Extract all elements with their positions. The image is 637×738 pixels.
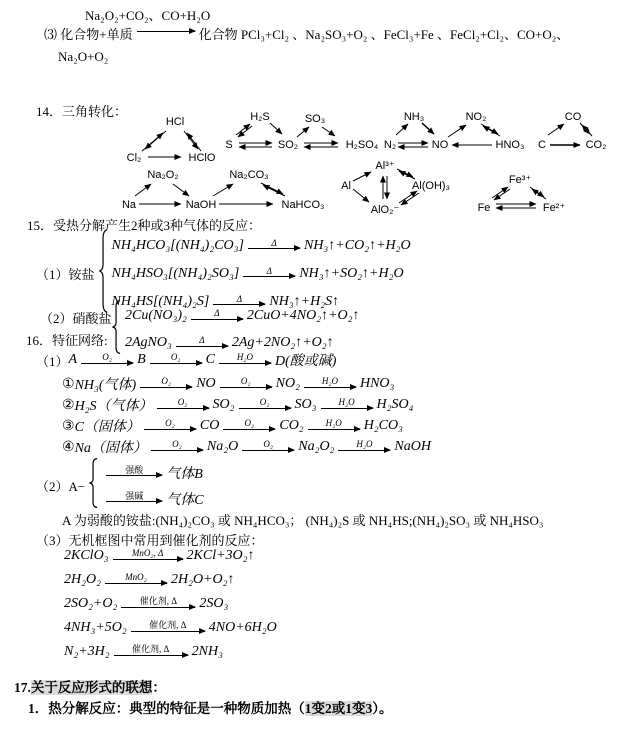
top-line-2 xyxy=(44,24,569,43)
reaction-arrow: O₂ xyxy=(144,418,196,429)
equation-rhs: NH₃↑+H₂S↑ xyxy=(269,293,340,309)
node-fe2plus: Fe²⁺ xyxy=(542,202,566,214)
equation-row xyxy=(112,238,411,254)
chain-row xyxy=(62,416,403,436)
chain-node: H₂SO₄ xyxy=(376,397,414,412)
equation-lhs: NH₄HS[(NH₄)₂S] xyxy=(111,293,210,309)
branch-block xyxy=(36,458,204,513)
reaction-arrow: MnO₂ xyxy=(105,572,167,583)
top-line-1: Na₂O₂+CO₂、CO+H₂O xyxy=(85,8,211,23)
equation-rhs: NH₃↑+CO₂↑+H₂O xyxy=(303,237,411,253)
node-al: Al xyxy=(341,180,351,192)
reaction-arrow: O₂ xyxy=(242,439,294,450)
reaction-arrow: 催化剂, Δ xyxy=(114,644,188,655)
chain-node: SO₂ xyxy=(212,397,235,412)
reaction-arrow: O₂ xyxy=(157,397,209,408)
equation-row xyxy=(64,644,223,660)
reaction-arrow: 强酸 xyxy=(106,465,162,476)
node-c: C xyxy=(538,139,546,151)
equation-rhs: 2KCl+3O₂↑ xyxy=(186,548,255,563)
brace xyxy=(89,458,98,513)
reaction-arrow: O₂ xyxy=(151,439,203,450)
compound-plus-element-text: ⑶ 化合物+单质 xyxy=(44,27,133,42)
diagram-aluminium xyxy=(333,155,458,217)
reaction-arrow: O₂ xyxy=(140,376,192,387)
equation-rhs: 2CuO+4NO₂↑+O₂↑ xyxy=(246,308,360,323)
node-na2co3: Na₂CO₃ xyxy=(229,169,269,181)
chain-number: ① xyxy=(62,376,75,392)
chain-node: NH₃(气体) xyxy=(74,378,137,393)
chain-node: D(酸或碱) xyxy=(274,354,337,369)
equation-rhs: 2SO₃ xyxy=(199,596,229,611)
chain-number: ② xyxy=(62,397,75,413)
chain-node: H₂S（气体） xyxy=(74,399,153,414)
group-1-label: （1）铵盐 xyxy=(36,267,95,282)
reaction-arrow: O₂ xyxy=(239,397,291,408)
section-17-title xyxy=(14,676,166,696)
node-s: S xyxy=(225,139,233,151)
chain-node: B xyxy=(137,352,146,367)
equation-lhs: NH₄HCO₃[(NH₄)₂CO₃] xyxy=(111,237,244,253)
equation-row xyxy=(64,620,277,636)
node-n2: N₂ xyxy=(383,139,397,151)
node-naoh: NaOH xyxy=(185,199,217,211)
chain-node: NaOH xyxy=(394,439,431,454)
node-fe3plus: Fe³⁺ xyxy=(508,174,532,186)
item-text-end: ）。 xyxy=(372,701,393,716)
node-al3plus: Al³⁺ xyxy=(375,160,395,172)
node-nh3: NH₃ xyxy=(403,111,425,123)
chain-node: C xyxy=(205,352,215,367)
node-h2s: H₂S xyxy=(250,111,270,123)
triangle-diagram-chlorine xyxy=(118,107,223,169)
branch-product: 气体C xyxy=(166,492,204,508)
reaction-arrow: H₂O xyxy=(304,376,356,387)
node-so3: SO₃ xyxy=(304,113,326,125)
reaction-arrow: O₂ xyxy=(220,376,272,387)
node-no: NO xyxy=(431,139,449,151)
node-hcl: HCl xyxy=(165,116,185,128)
reaction-arrow: 催化剂, Δ xyxy=(121,596,195,607)
node-aloh3: Al(OH)₃ xyxy=(411,180,451,192)
reaction-arrow: Δ xyxy=(213,294,265,305)
chain-node: SO₃ xyxy=(294,397,317,412)
reaction-arrow xyxy=(137,31,195,32)
node-na: Na xyxy=(121,199,137,211)
equation-rhs: 2NH₃ xyxy=(191,644,223,659)
node-fe: Fe xyxy=(477,202,491,214)
equation-lhs: N₂+3H₂ xyxy=(64,644,110,659)
equation-lhs: 2KClO₃ xyxy=(64,548,109,563)
triangle-diagram-sodium xyxy=(115,166,350,218)
equation-row xyxy=(125,335,360,351)
reaction-arrow: MnO₂, Δ xyxy=(113,548,183,559)
equation-lhs: 2SO₂+O₂ xyxy=(64,596,118,611)
node-hno3: HNO₃ xyxy=(495,139,525,151)
triangle-diagram-iron xyxy=(468,166,578,218)
equation-row xyxy=(64,596,228,612)
chain-abcd xyxy=(36,350,336,370)
node-so2: SO₂ xyxy=(277,139,299,151)
equation-rhs: NH₃↑+SO₂↑+H₂O xyxy=(299,265,404,281)
chain-node: CO₂ xyxy=(279,418,304,433)
equation-row xyxy=(112,266,411,282)
chain-node: H₂CO₃ xyxy=(363,418,403,433)
section-14-title: 14．三角转化： xyxy=(36,104,128,119)
node-cl2: Cl₂ xyxy=(126,152,142,164)
equation-row xyxy=(125,308,360,324)
equation-row xyxy=(64,548,255,564)
reaction-arrow: O₂ xyxy=(150,352,202,363)
reaction-arrow: H₂O xyxy=(321,397,373,408)
node-hclo: HClO xyxy=(188,152,216,164)
compound-products-text: 化合物 PCl₃+Cl₂ 、Na₂SO₃+O₂ 、FeCl₃+Fe 、FeCl₂+Cl₂、CO+O₂、 xyxy=(198,27,570,42)
reaction-arrow: O₂ xyxy=(81,352,133,363)
branch-row xyxy=(102,489,203,509)
item-1-label: （1） xyxy=(36,353,69,369)
triangle-diagram-carbon xyxy=(528,103,628,165)
node-nahco3: NaHCO₃ xyxy=(281,199,325,211)
equation-lhs: 2Cu(NO₃)₂ xyxy=(125,308,187,323)
branch-product: 气体B xyxy=(166,466,203,482)
reaction-arrow: Δ xyxy=(243,266,295,277)
equation-rhs: 2Ag+2NO₂↑+O₂↑ xyxy=(231,335,334,350)
equation-lhs: NH₄HSO₃[(NH₄)₂SO₃] xyxy=(111,265,240,281)
reaction-arrow: Δ xyxy=(191,308,243,319)
item-3-label: （3）无机框图中常用到催化剂的反应： xyxy=(36,533,264,548)
title-highlight: 关于反应形式的联想 xyxy=(30,680,153,695)
chain-node: HNO₃ xyxy=(359,376,395,391)
chain-row xyxy=(62,374,394,394)
node-co2: CO₂ xyxy=(585,139,607,151)
reaction-arrow: H₂O xyxy=(219,352,271,363)
chain-node: CO xyxy=(199,418,220,433)
chain-number: ④ xyxy=(62,439,75,455)
node-co: CO xyxy=(564,111,582,123)
group-2-label: （2）硝酸盐 xyxy=(40,311,112,326)
reaction-arrow: H₂O xyxy=(308,418,360,429)
chain-row xyxy=(62,395,413,415)
reaction-arrow: 催化剂, Δ xyxy=(131,620,205,631)
equation-rhs: 2H₂O+O₂↑ xyxy=(170,572,235,587)
title-colon: ： xyxy=(152,680,166,695)
branch-row xyxy=(102,463,203,483)
chain-node: Na₂O₂ xyxy=(298,439,335,454)
section-17-item-1 xyxy=(28,697,393,717)
reaction-arrow: H₂O xyxy=(338,439,390,450)
item-2-label: （2）A− xyxy=(36,479,86,494)
brace xyxy=(99,229,108,318)
equation-rhs: 4NO+6H₂O xyxy=(208,620,277,635)
node-alo2minus: AlO₂⁻ xyxy=(370,204,400,216)
item-highlight: 1变2或1变3 xyxy=(304,701,373,716)
reaction-arrow: O₂ xyxy=(223,418,275,429)
node-na2o2: Na₂O₂ xyxy=(147,169,179,181)
chain-node: NO xyxy=(196,376,216,391)
section-15-title: 15．受热分解产生2种或3种气体的反应： xyxy=(27,218,262,233)
chain-row xyxy=(62,437,431,457)
item-text: 1．热分解反应：典型的特征是一种物质加热（ xyxy=(28,701,305,716)
equation-lhs: 2AgNO₃ xyxy=(125,335,172,350)
reaction-arrow: Δ xyxy=(176,335,228,346)
title-number: 17. xyxy=(14,680,31,695)
chain-node: C（固体） xyxy=(74,420,140,435)
reaction-arrow: Δ xyxy=(248,238,300,249)
section-16-title: 16．特征网络: xyxy=(26,333,108,348)
node-no2: NO₂ xyxy=(465,111,487,123)
equation-row xyxy=(64,572,234,588)
chain-node: NO₂ xyxy=(275,376,300,391)
chain-number: ③ xyxy=(62,418,75,434)
node-h2so4: H₂SO₄ xyxy=(345,139,379,151)
equation-lhs: 2H₂O₂ xyxy=(64,572,101,587)
reaction-arrow: 强碱 xyxy=(106,491,162,502)
top-line-3: Na₂O+O₂ xyxy=(58,49,109,64)
equation-lhs: 4NH₃+5O₂ xyxy=(64,620,127,635)
weak-acid-note: A 为弱酸的铵盐:(NH₄)₂CO₃ 或 NH₄HCO₃； (NH₄)₂S 或 NH₄HS;(NH₄)₂SO₃ 或 NH₄HSO₃ xyxy=(62,513,544,528)
chain-node: A xyxy=(68,352,78,367)
chain-node: Na（固体） xyxy=(74,441,147,456)
chain-node: Na₂O xyxy=(206,439,239,454)
